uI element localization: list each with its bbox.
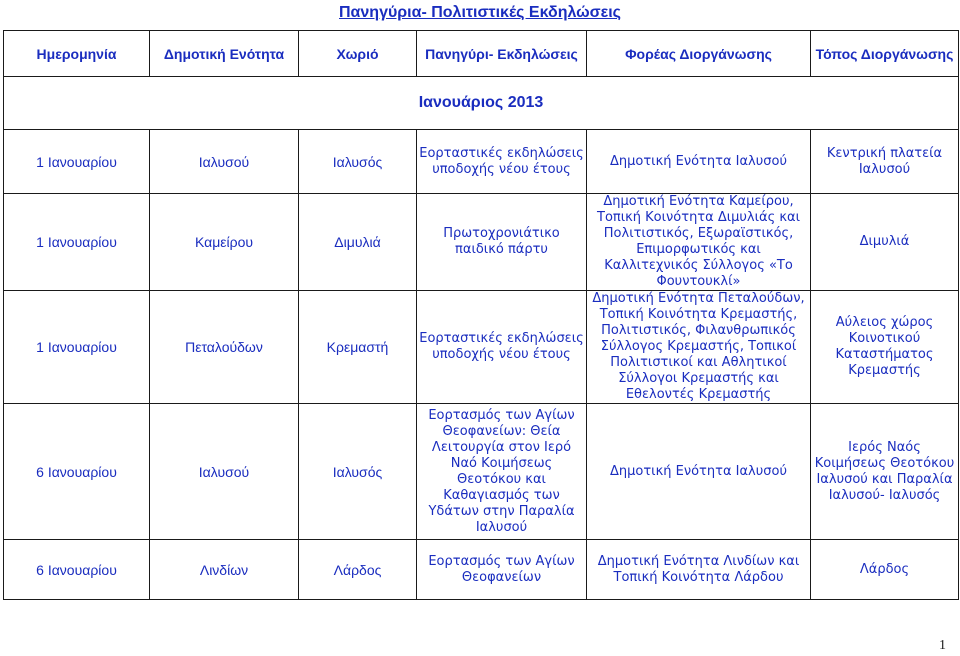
row-village: Ιαλυσός — [299, 130, 417, 194]
row-unit: Ιαλυσού — [150, 404, 299, 540]
page-number: 1 — [939, 638, 946, 653]
table-row — [4, 194, 959, 291]
row-date: 1 Ιανουαρίου — [4, 130, 150, 194]
month-row — [4, 77, 959, 130]
row-organizer: Δημοτική Ενότητα Πεταλούδων, Τοπική Κοινότητα Κρεμαστής, Πολιτιστικός, Φιλανθρωπικός Σύλλογος Κρεμαστής, Τοπικοί Πολιτιστικοί και Αθλητικοί Σύλλογοι Κρεμαστής και Εθελοντές Κρεμαστής — [587, 291, 811, 404]
row-organizer: Δημοτική Ενότητα Ιαλυσού — [587, 130, 811, 194]
row-date: 6 Ιανουαρίου — [4, 540, 150, 600]
table-row — [4, 404, 959, 540]
row-venue: Διμυλιά — [811, 194, 959, 291]
row-organizer: Δημοτική Ενότητα Ιαλυσού — [587, 404, 811, 540]
header-festival: Πανηγύρι- Εκδηλώσεις — [417, 31, 587, 77]
table-header-row — [4, 31, 959, 77]
table-row — [4, 130, 959, 194]
row-unit: Καμείρου — [150, 194, 299, 291]
row-village: Λάρδος — [299, 540, 417, 600]
row-venue: Κεντρική πλατεία Ιαλυσού — [811, 130, 959, 194]
row-village: Κρεμαστή — [299, 291, 417, 404]
row-village: Διμυλιά — [299, 194, 417, 291]
table-row — [4, 540, 959, 600]
row-unit: Πεταλούδων — [150, 291, 299, 404]
row-date: 1 Ιανουαρίου — [4, 194, 150, 291]
row-organizer: Δημοτική Ενότητα Λινδίων και Τοπική Κοινότητα Λάρδου — [587, 540, 811, 600]
row-venue: Ιερός Ναός Κοιμήσεως Θεοτόκου Ιαλυσού και Παραλία Ιαλυσού- Ιαλυσός — [811, 404, 959, 540]
row-unit: Λινδίων — [150, 540, 299, 600]
header-venue: Τόπος Διοργάνωσης — [811, 31, 959, 77]
row-event: Εορτασμός των Αγίων Θεοφανείων: Θεία Λειτουργία στον Ιερό Ναό Κοιμήσεως Θεοτόκου και Καθαγιασμός των Υδάτων στην Παραλία Ιαλυσού — [417, 404, 587, 540]
row-village: Ιαλυσός — [299, 404, 417, 540]
header-date: Ημερομηνία — [4, 31, 150, 77]
row-date: 1 Ιανουαρίου — [4, 291, 150, 404]
row-event: Πρωτοχρονιάτικο παιδικό πάρτυ — [417, 194, 587, 291]
row-venue: Λάρδος — [811, 540, 959, 600]
table-row — [4, 291, 959, 404]
row-organizer: Δημοτική Ενότητα Καμείρου, Τοπική Κοινότητα Διμυλιάς και Πολιτιστικός, Εξωραϊστικός, Επιμορφωτικός και Καλλιτεχνικός Σύλλογος «Το Φουντουκλί» — [587, 194, 811, 291]
header-municipal-unit: Δημοτική Ενότητα — [150, 31, 299, 77]
header-village: Χωριό — [299, 31, 417, 77]
row-event: Εορταστικές εκδηλώσεις υποδοχής νέου έτους — [417, 130, 587, 194]
row-date: 6 Ιανουαρίου — [4, 404, 150, 540]
month-label: Ιανουάριος 2013 — [4, 77, 959, 130]
events-table — [3, 30, 959, 600]
row-event: Εορτασμός των Αγίων Θεοφανείων — [417, 540, 587, 600]
row-event: Εορταστικές εκδηλώσεις υποδοχής νέου έτους — [417, 291, 587, 404]
header-organizer: Φορέας Διοργάνωσης — [587, 31, 811, 77]
row-unit: Ιαλυσού — [150, 130, 299, 194]
page-title: Πανηγύρια- Πολιτιστικές Εκδηλώσεις — [339, 4, 621, 21]
row-venue: Αύλειος χώρος Κοινοτικού Καταστήματος Κρεμαστής — [811, 291, 959, 404]
